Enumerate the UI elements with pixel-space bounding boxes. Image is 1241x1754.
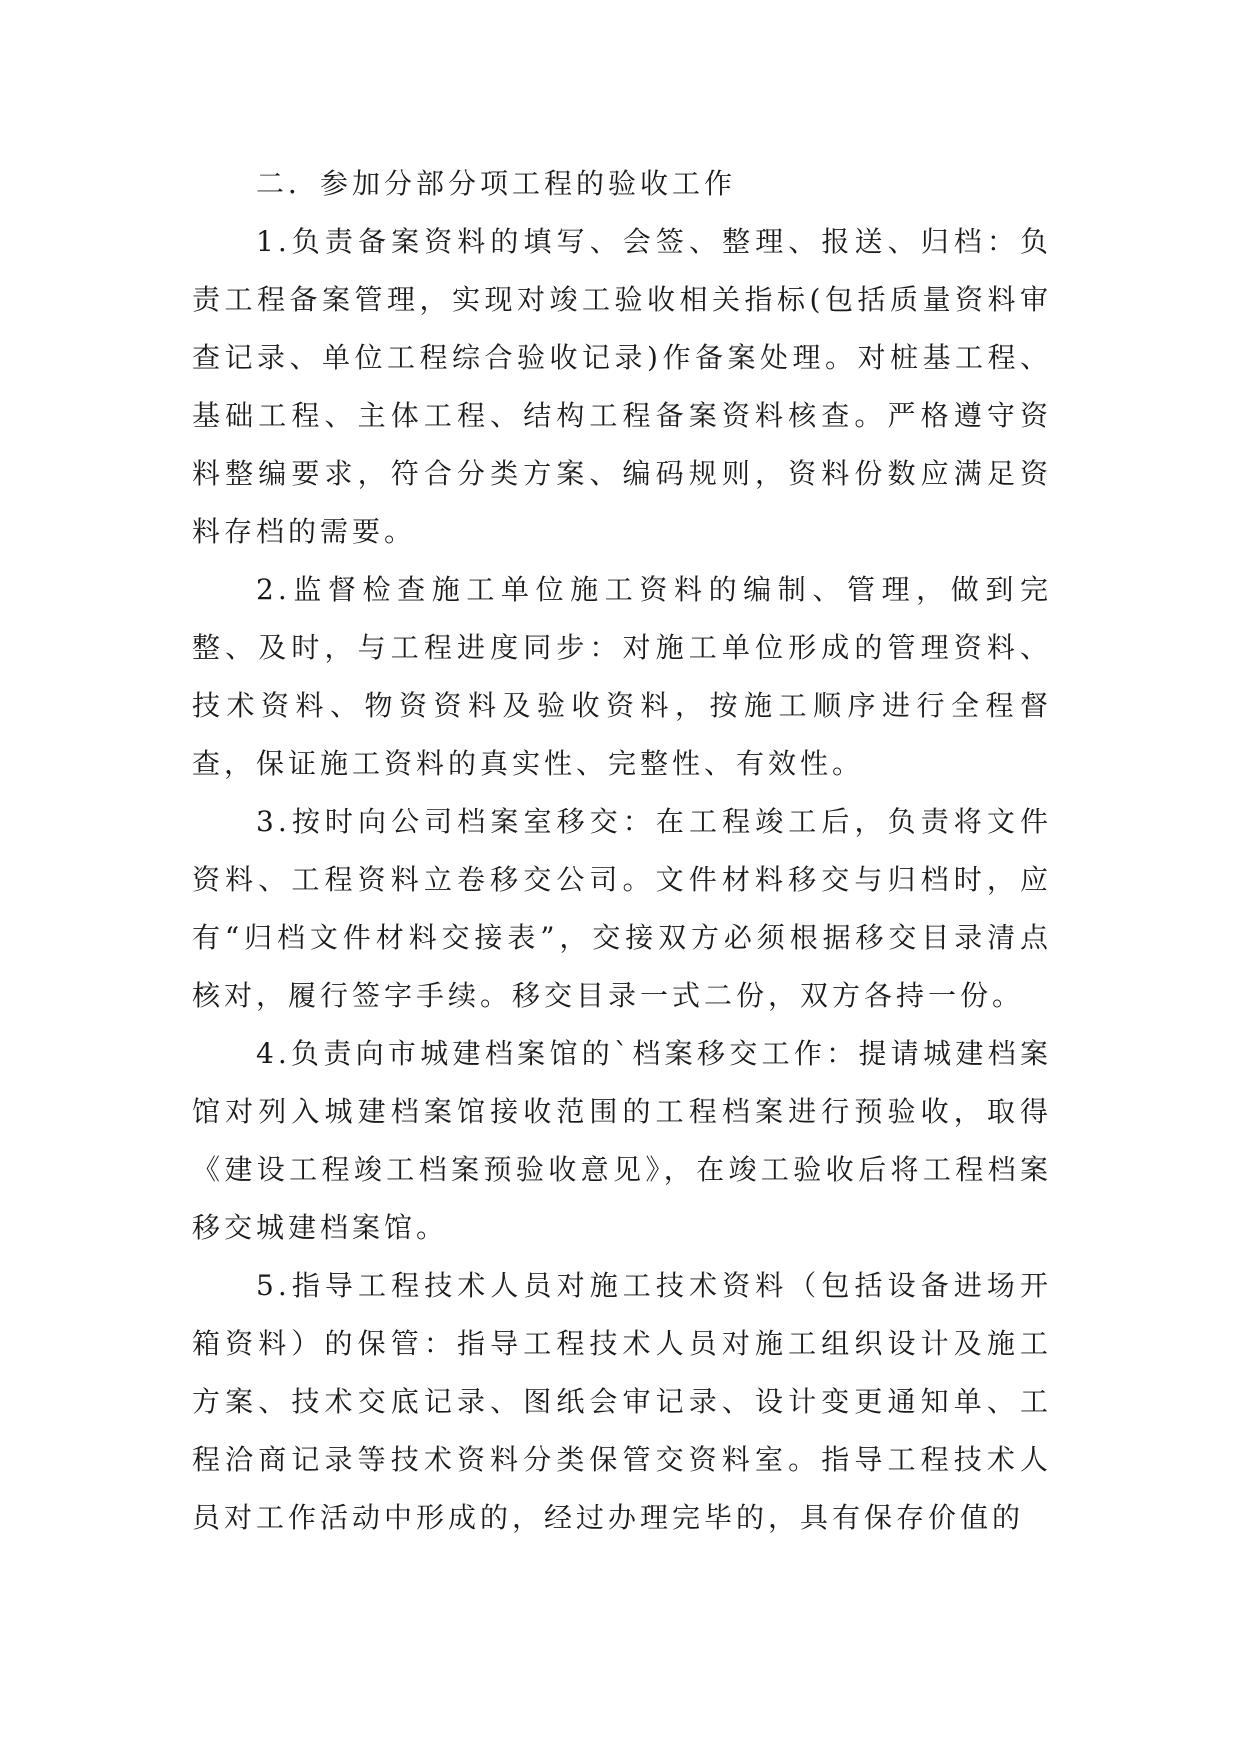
paragraph-2: 2.监督检查施工单位施工资料的编制、管理，做到完整、及时，与工程进度同步：对施工单位形成的管理资料、技术资料、物资资料及验收资料，按施工顺序进行全程督查，保证施工资料的真实性、完整性、有效性。	[192, 573, 1052, 780]
paragraph-1: 1.负责备案资料的填写、会签、整理、报送、归档：负责工程备案管理，实现对竣工验收相关指标(包括质量资料审查记录、单位工程综合验收记录)作备案处理。对桩基工程、基础工程、主体工程、结构工程备案资料核查。严格遵守资料整编要求，符合分类方案、编码规则，资料份数应满足资料存档的需要。	[192, 225, 1052, 548]
paragraph-5: 5.指导工程技术人员对施工技术资料（包括设备进场开箱资料）的保管：指导工程技术人员对施工组织设计及施工方案、技术交底记录、图纸会审记录、设计变更通知单、工程洽商记录等技术资料分类保管交资料室。指导工程技术人员对工作活动中形成的，经过办理完毕的，具有保存价值的	[192, 1269, 1052, 1534]
section-heading: 二．参加分部分项工程的验收工作	[256, 167, 737, 200]
paragraph-4: 4.负责向市城建档案馆的`档案移交工作：提请城建档案馆对列入城建档案馆接收范围的工程档案进行预验收，取得《建设工程竣工档案预验收意见》，在竣工验收后将工程档案移交城建档案馆。	[192, 1037, 1052, 1244]
document-body	[192, 155, 1052, 1547]
paragraph-3: 3.按时向公司档案室移交：在工程竣工后，负责将文件资料、工程资料立卷移交公司。文件材料移交与归档时，应有“归档文件材料交接表”，交接双方必须根据移交目录清点核对，履行签字手续。移交目录一式二份，双方各持一份。	[192, 805, 1052, 1012]
